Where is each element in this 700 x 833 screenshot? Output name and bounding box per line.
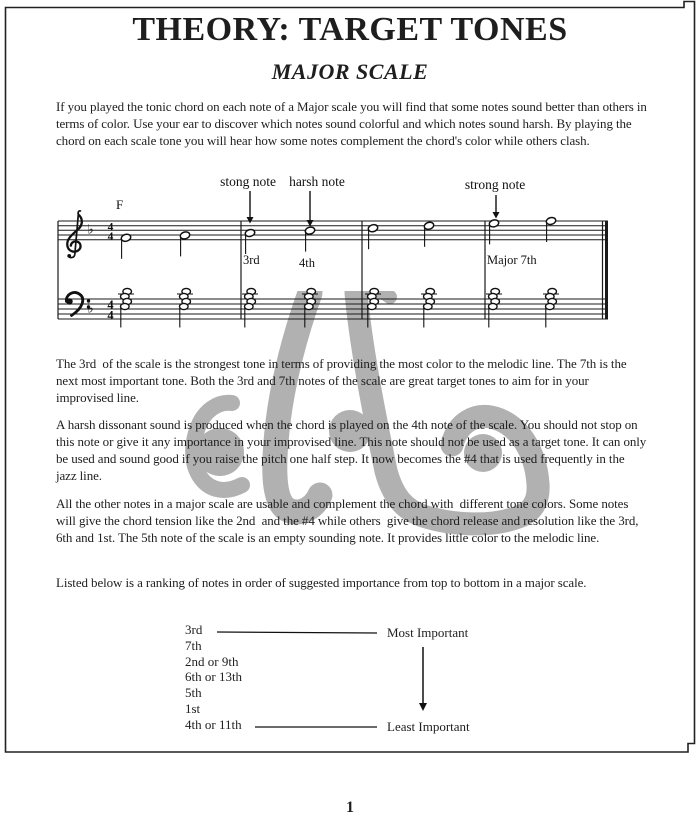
treble-clef-icon	[67, 211, 82, 258]
treble-notes	[120, 216, 556, 242]
label-4th: 4th	[299, 256, 315, 270]
svg-text:4: 4	[107, 221, 114, 234]
annotation-strong-note: strong note	[464, 177, 526, 192]
down-arrows	[250, 191, 496, 220]
page-subtitle: MAJOR SCALE	[271, 59, 429, 84]
page-title: THEORY: TARGET TONES	[132, 11, 568, 48]
rank-item: 7th	[185, 637, 202, 653]
treble-note-stems	[122, 223, 547, 259]
paragraph-other-notes: All the other notes in a major scale are usable and complement the chord with different tone colors. Some notes will give the chord tension like the 2nd and the #4 while others give the chord release and resolution like the 3rd, 6th and 1st. The 5th note of the scale is an empty sounding note. It provides little color to the melodic line.	[56, 496, 642, 545]
music-notation-example	[50, 168, 620, 340]
arrowhead-icon	[247, 217, 254, 224]
importance-ranking-list	[185, 622, 242, 733]
chord-symbol: F	[116, 197, 124, 212]
arrowhead-icon	[493, 212, 500, 219]
bass-chords	[118, 288, 559, 327]
paragraph-intro: If you played the tonic chord on each note of a Major scale you will find that some notes sound better than others in terms of color. Use your ear to discover which notes sound colorful and which notes sound harsh. By playing the chord on each scale tone you will hear how some notes complement the chord's color while others clash.	[56, 99, 650, 148]
annotation-harsh-note: harsh note	[289, 174, 345, 189]
time-signature	[107, 222, 114, 323]
bass-flat-icon: ♭	[87, 301, 94, 317]
svg-text:4: 4	[107, 308, 114, 323]
svg-text:4: 4	[107, 231, 114, 243]
paragraph-ranking-intro: Listed below is a ranking of notes in order of suggested importance from top to bottom in a major scale.	[56, 575, 587, 590]
page-number: 1	[346, 799, 354, 816]
most-important-label: Most Important	[387, 625, 469, 640]
rank-item: 3rd	[185, 622, 203, 637]
rank-item: 5th	[185, 685, 202, 701]
label-major-7th: Major 7th	[487, 253, 537, 267]
paragraph-harsh-4th: A harsh dissonant sound is produced when the chord is played on the 4th note of the scale. You should not stop on this note or give it any importance in your improvised line. This note should not be used as a target tone. It can only be used and sound good if you raise the pitch one half step. It now becomes the #4 that is used frequently in the jazz line.	[56, 417, 650, 483]
paragraph-3rd-7th: The 3rd of the scale is the strongest tone in terms of providing the most color to the melodic line. The 7th is the next most important tone. Both the 3rd and 7th notes of the scale are great target tones to aim for in your improvised line.	[56, 356, 630, 405]
rank-item: 6th or 13th	[185, 669, 243, 685]
annotation-stong-note: stong note	[220, 174, 276, 189]
label-3rd: 3rd	[243, 253, 260, 267]
arrowhead-icon	[419, 703, 427, 711]
svg-text:4: 4	[107, 297, 114, 312]
least-important-label: Least Important	[387, 719, 470, 734]
rank-item: 2nd or 9th	[185, 653, 239, 669]
treble-flat-icon: ♭	[87, 222, 94, 238]
rank-item: 1st	[185, 700, 201, 716]
rank-item: 4th or 11th	[185, 716, 242, 732]
